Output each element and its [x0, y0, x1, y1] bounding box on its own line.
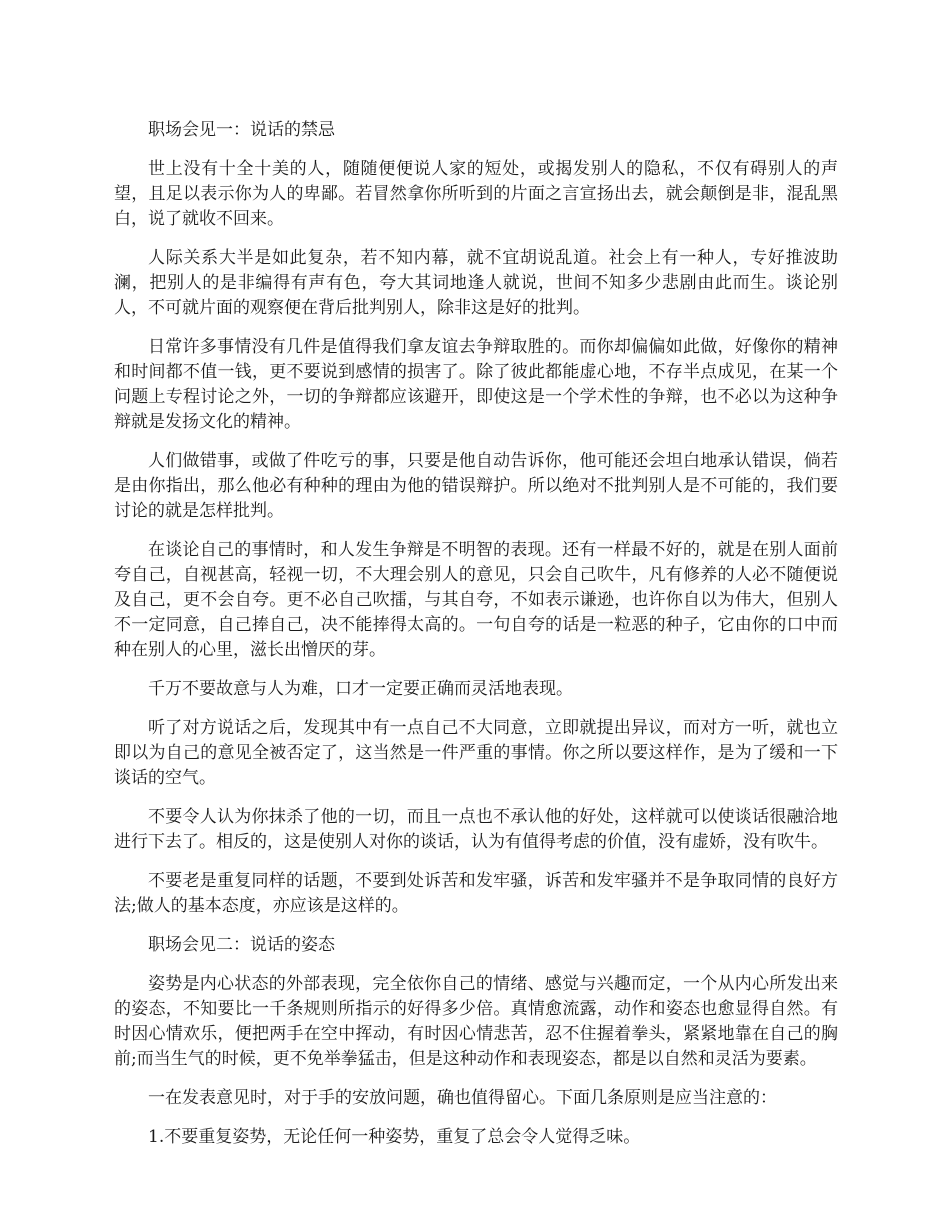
paragraph: 日常许多事情没有几件是值得我们拿友谊去争辩取胜的。而你却偏偏如此做，好像你的精神和时间都不值一钱，更不要说到感情的损害了。除了彼此都能虚心地，不存半点成见，在某一个问题上专程讨论之外，一切的争辩都应该避开，即使这是一个学术性的争辩，也不必以为这种争辩就是发扬文化的精神。 [114, 337, 838, 432]
document-body [114, 118, 838, 1164]
paragraph: 人际关系大半是如此复杂，若不知内幕，就不宜胡说乱道。社会上有一种人，专好推波助澜，把别人的是非编得有声有色，夸大其词地逢人就说，世间不知多少悲剧由此而生。谈论别人，不可就片面的观察便在背后批判别人，除非这是好的批判。 [114, 248, 838, 318]
paragraph: 世上没有十全十美的人，随随便便说人家的短处，或揭发别人的隐私，不仅有碍别人的声望，且足以表示你为人的卑鄙。若冒然拿你所听到的片面之言宣扬出去，就会颠倒是非，混乱黑白，说了就收不回来。 [114, 159, 838, 229]
paragraph: 姿势是内心状态的外部表现，完全依你自己的情绪、感觉与兴趣而定，一个从内心所发出来的姿态，不知要比一千条规则所指示的好得多少倍。真情愈流露，动作和姿态也愈显得自然。有时因心情欢乐，便把两手在空中挥动，有时因心情悲苦，忍不住握着拳头，紧紧地靠在自己的胸前;而当生气的时候，更不免举拳猛击，但是这种动作和表现姿态，都是以自然和灵活为要素。 [114, 974, 838, 1069]
section-heading-1: 职场会见一：说话的禁忌 [148, 120, 335, 140]
paragraph: 人们做错事，或做了件吃亏的事，只要是他自动告诉你，他可能还会坦白地承认错误，倘若是由你指出，那么他必有种种的理由为他的错误辩护。所以绝对不批判别人是不可能的，我们要讨论的就是怎样批判。 [114, 451, 838, 521]
list-item: 1.不要重复姿势，无论任何一种姿势，重复了总会令人觉得乏味。 [148, 1127, 641, 1147]
paragraph: 千万不要故意与人为难，口才一定要正确而灵活地表现。 [148, 679, 573, 699]
paragraph: 在谈论自己的事情时，和人发生争辩是不明智的表现。还有一样最不好的，就是在别人面前夸自己，自视甚高，轻视一切，不大理会别人的意见，只会自己吹牛，凡有修养的人必不随便说及自己，更不会自夸。更不必自己吹擂，与其自夸，不如表示谦逊，也许你自以为伟大，但别人不一定同意，自己捧自己，决不能捧得太高的。一句自夸的话是一粒恶的种子，它由你的口中而种在别人的心里，滋长出憎厌的芽。 [114, 540, 838, 660]
section-heading-2: 职场会见二：说话的姿态 [148, 935, 335, 955]
paragraph: 听了对方说话之后，发现其中有一点自己不大同意，立即就提出异议，而对方一听，就也立即以为自己的意见全被否定了，这当然是一件严重的事情。你之所以要这样作，是为了缓和一下谈话的空气。 [114, 718, 838, 788]
paragraph: 不要老是重复同样的话题，不要到处诉苦和发牢骚，诉苦和发牢骚并不是争取同情的良好方法;做人的基本态度，亦应该是这样的。 [114, 871, 838, 916]
paragraph: 一在发表意见时，对于手的安放问题，确也值得留心。下面几条原则是应当注意的： [148, 1088, 777, 1108]
paragraph: 不要令人认为你抹杀了他的一切，而且一点也不承认他的好处，这样就可以使谈话很融洽地进行下去了。相反的，这是使别人对你的谈话，认为有值得考虑的价值，没有虚娇，没有吹牛。 [114, 807, 838, 852]
